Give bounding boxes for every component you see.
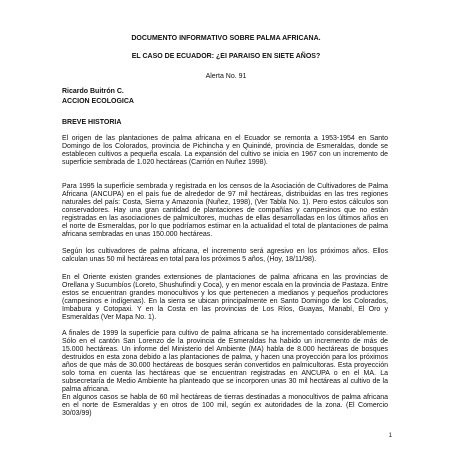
paragraph-esmeraldas: En algunos casos se habla de 60 mil hectáreas de tierras destinadas a monocultivos de palma africana en el norte de Esmeraldas y en otros de 100 mil, según ex autoridades de la zona. (El Comercio 30/03/99) <box>62 394 388 417</box>
paragraph-1999-increase: A finales de 1999 la superficie para cultivo de palma africana se ha incrementado considerablemente. Sólo en el cantón San Lorenzo de la provincia de Esmeraldas ha habido un incremento de más de 15.000 hectáreas. Un informe del Ministerio del Ambiente (MA) habla de 8.000 hectáreas de bosques destruidos en esta zona debido a las plantaciones de palma, y hacen una proyección para los próximos años de que más de 30.000 hectáreas de bosques serán convertidos en palmicultoras. Esta proyección solo toma en cuenta las hectáreas que se encuentran registradas en ANCUPA o en el MA. La subsecretaría de Medio Ambiente ha planteado que se incorporen unas 30 mil hectáreas al cultivo de la palma africana. <box>62 330 388 393</box>
paragraph-growth-forecast: Según los cultivadores de palma africana, el incremento será agresivo en los próximos años. Ellos calculan unas 50 mil hectáreas en total para los próximos 5 años, (Hoy, 18/11/98). <box>62 248 388 263</box>
page-number: 1 <box>388 433 392 439</box>
paragraph-origin: El origen de las plantaciones de palma africana en el Ecuador se remonta a 1953-1954 en Santo Domingo de los Colorados, provincia de Pichincha y en Quinindé, provincia de Esmeraldas, donde se establecen cultivos a pequeña escala. La expansión del cultivo se inicia en 1967 con un incremento de superficie sembrada de 1.020 hectáreas (Carrión en Nuñez 1998). <box>62 135 388 166</box>
section-heading: BREVE HISTORIA <box>62 119 122 126</box>
paragraph-regions: En el Oriente existen grandes extensiones de plantaciones de palma africana en las provincias de Orellana y Sucumbíos (Loreto, Shushufindi y Coca), y en menor escala en la provincia de Pastaza. Entre estos se encuentran grandes monocultivos y los que pertenecen a medianos y pequeños productores (campesinos e indígenas). En la sierra se ubican principalmente en Santo Domingo de los Colorados, Imbabura y Cotopaxi. Y en la Costa en las provincias de Los Ríos, Guayas, Manabí, El Oro y Esmeraldas (Ver Mapa No. 1). <box>62 274 388 321</box>
document-title: DOCUMENTO INFORMATIVO SOBRE PALMA AFRICANA. <box>131 35 321 42</box>
organization-name: ACCION ECOLOGICA <box>62 98 134 105</box>
paragraph-surface-1995: Para 1995 la superficie sembrada y registrada en los censos de la Asociación de Cultivadores de Palma Africana (ANCUPA) en el país fue de alrededor de 97 mil hectáreas, distribuidas en las tres regiones naturales del país: Costa, Sierra y Amazonía (Nuñez, 1998), (Ver Tabla No. 1). Pero estos cálculos son conservadores. Hay una gran cantidad de plantaciones de compañías y campesinos que no están registradas en las asociaciones de palmicultores, muchas de ellas desarrolladas en los últimos años en el norte de Esmeraldas, por lo que podríamos estimar en la actualidad el total de plantaciones de palma africana sembradas en unas 150.000 hectáreas. <box>62 183 388 238</box>
document-subtitle: EL CASO DE ECUADOR: ¿EI PARAISO EN SIETE AÑOS? <box>131 53 321 60</box>
alert-number: Alerta No. 91 <box>205 73 247 80</box>
author-name: Ricardo Buitrón C. <box>62 88 124 95</box>
